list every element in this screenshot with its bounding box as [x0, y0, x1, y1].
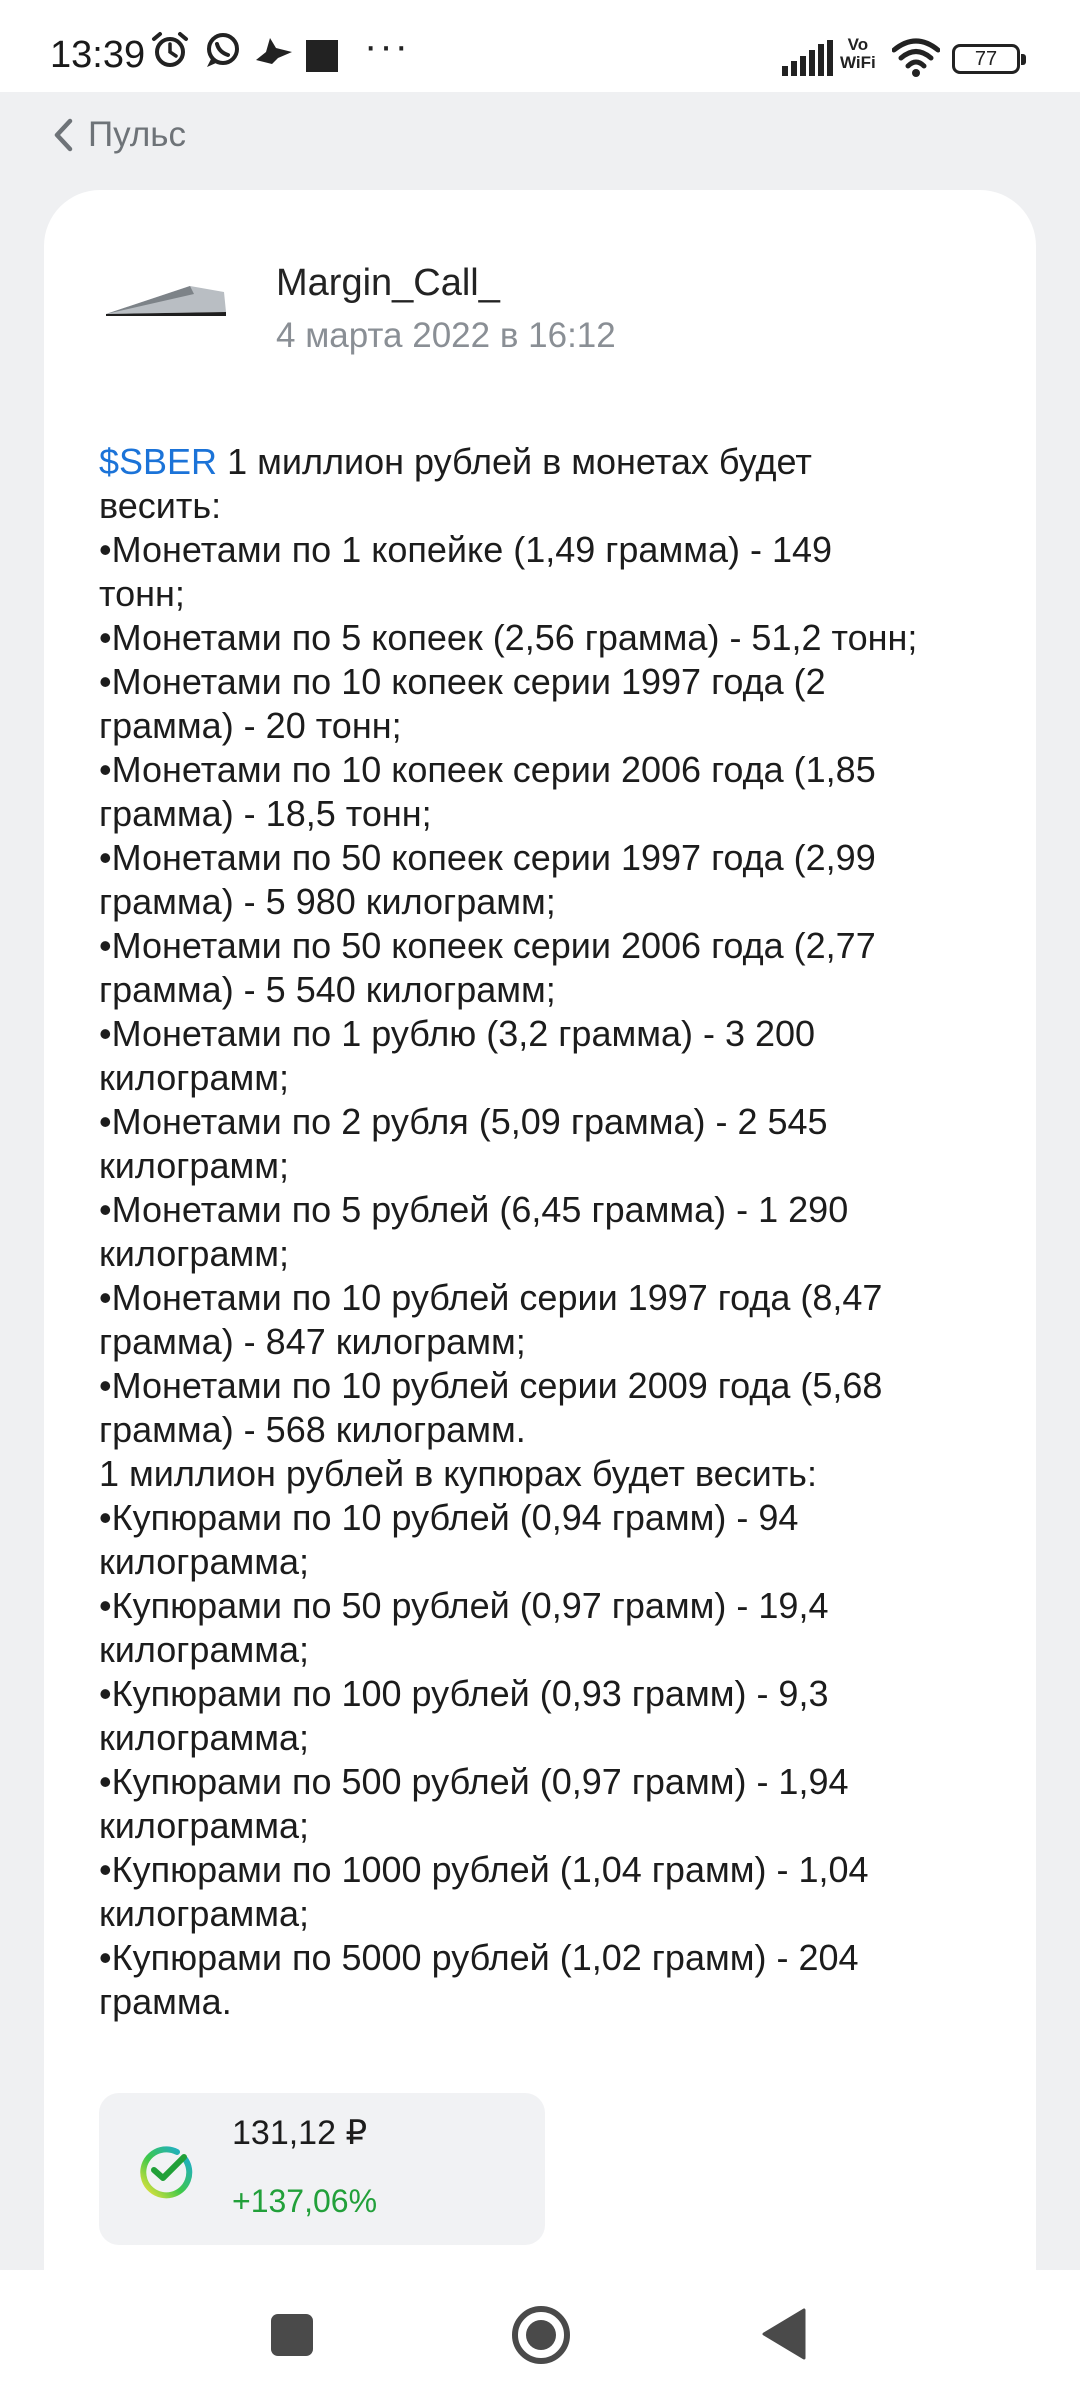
- wifi-icon: [892, 38, 940, 78]
- post-line: •Монетами по 50 копеек серии 2006 года (2,77: [99, 925, 876, 966]
- post-card: [44, 190, 1036, 2310]
- quote-card[interactable]: [99, 2093, 545, 2245]
- post-line: килограмм;: [99, 1145, 289, 1186]
- post-line: •Монетами по 5 рублей (6,45 грамма) - 1 290: [99, 1189, 849, 1230]
- post-line: грамма) - 18,5 тонн;: [99, 793, 432, 834]
- post-line: килограмма;: [99, 1541, 309, 1582]
- post-date: 4 марта 2022 в 16:12: [276, 316, 616, 355]
- status-time: 13:39: [50, 34, 146, 76]
- post-line: 1 миллион рублей в купюрах будет весить:: [99, 1453, 817, 1494]
- post-line: •Монетами по 10 копеек серии 1997 года (2: [99, 661, 826, 702]
- system-nav-bar: [0, 2270, 1080, 2400]
- post-line: •Монетами по 10 рублей серии 2009 года (5,68: [99, 1365, 883, 1406]
- home-button[interactable]: [510, 2304, 572, 2366]
- post-line: •Монетами по 5 копеек (2,56 грамма) - 51,2 тонн;: [99, 617, 918, 658]
- post-line: •Монетами по 1 копейке (1,49 грамма) - 149: [99, 529, 833, 570]
- post-line: •Купюрами по 100 рублей (0,93 грамм) - 9,3: [99, 1673, 829, 1714]
- whatsapp-icon: [202, 30, 242, 70]
- status-bar: [0, 0, 1080, 92]
- post-line: килограмма;: [99, 1893, 309, 1934]
- post-line: грамма) - 20 тонн;: [99, 705, 402, 746]
- post-line: грамма.: [99, 1981, 232, 2022]
- post-line: грамма) - 568 килограмм.: [99, 1409, 526, 1450]
- post-line: грамма) - 5 540 килограмм;: [99, 969, 556, 1010]
- ticker-link[interactable]: $SBER: [99, 441, 218, 482]
- post-line: весить:: [99, 485, 222, 526]
- post-line: •Монетами по 2 рубля (5,09 грамма) - 2 545: [99, 1101, 828, 1142]
- post-line: килограмма;: [99, 1805, 309, 1846]
- post-line: •Купюрами по 5000 рублей (1,02 грамм) - 204: [99, 1937, 859, 1978]
- post-line: •Монетами по 50 копеек серии 1997 года (2,99: [99, 837, 876, 878]
- post-line: килограмм;: [99, 1233, 289, 1274]
- post-line: грамма) - 5 980 килограмм;: [99, 881, 556, 922]
- post-line: килограмм;: [99, 1057, 289, 1098]
- post-line-first: $SBER 1 миллион рублей в монетах будет: [99, 441, 812, 482]
- chevron-left-icon: [52, 118, 74, 152]
- back-label: Пульс: [88, 115, 187, 154]
- post-line: •Купюрами по 1000 рублей (1,04 грамм) - 1,04: [99, 1849, 869, 1890]
- bird-icon: [252, 30, 296, 70]
- post-line: грамма) - 847 килограмм;: [99, 1321, 526, 1362]
- post-line: •Монетами по 10 копеек серии 2006 года (1,85: [99, 749, 876, 790]
- post-line: тонн;: [99, 573, 185, 614]
- alarm-icon: [150, 30, 190, 70]
- back-to-pulse-link[interactable]: [52, 110, 186, 160]
- post-line: •Купюрами по 10 рублей (0,94 грамм) - 94: [99, 1497, 799, 1538]
- vowifi-indicator: Vo WiFi: [840, 35, 876, 72]
- battery-indicator: 77: [952, 44, 1020, 74]
- post-line: килограмма;: [99, 1717, 309, 1758]
- post-line: •Монетами по 1 рублю (3,2 грамма) - 3 200: [99, 1013, 816, 1054]
- post-body: [99, 440, 1049, 2024]
- post-line: •Купюрами по 50 рублей (0,97 грамм) - 19,4: [99, 1585, 829, 1626]
- quote-price: 131,12 ₽: [232, 2114, 368, 2152]
- quote-change: +137,06%: [232, 2183, 378, 2219]
- recents-button[interactable]: [271, 2314, 313, 2356]
- author-name[interactable]: Margin_Call_: [276, 262, 500, 304]
- author-avatar[interactable]: [104, 282, 230, 322]
- square-icon: [306, 40, 338, 72]
- sber-logo-icon: [137, 2143, 193, 2199]
- post-line: килограмма;: [99, 1629, 309, 1670]
- post-line: •Монетами по 10 рублей серии 1997 года (8,47: [99, 1277, 883, 1318]
- back-button[interactable]: [762, 2308, 806, 2360]
- signal-icon: [782, 40, 834, 76]
- post-line: •Купюрами по 500 рублей (0,97 грамм) - 1,94: [99, 1761, 849, 1802]
- more-icon: ···: [364, 24, 410, 68]
